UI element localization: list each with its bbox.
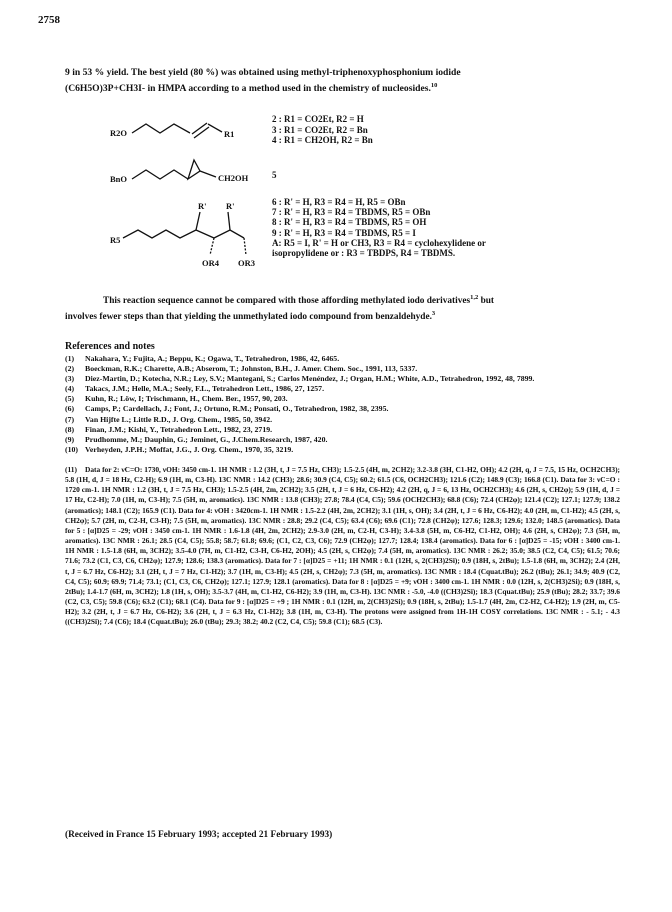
compound-4-definition: 4 : R1 = CH2OH, R2 = Bn (272, 135, 373, 145)
compound-3-definition: 3 : R1 = CO2Et, R2 = Bn (272, 124, 368, 135)
reference-text: Nakahara, Y.; Fujita, A.; Beppu, K.; Ogawa, T., Tetrahedron, 1986, 42, 6465. (85, 354, 340, 363)
structure-6-9-or4-label: OR4 (202, 258, 219, 268)
structure-5-drawing (110, 157, 260, 197)
structure-6-9-drawing (110, 200, 260, 275)
compound-5-label: 5 (272, 170, 277, 180)
compound-8-definition: 8 : R' = H, R3 = R4 = TBDMS, R5 = OH (272, 217, 427, 228)
intro-line-2-text: in HMPA according to a method used in the chemistry of nucleosides. (147, 83, 431, 95)
reference-text: Finan, J.M.; Kishi, Y., Tetrahedron Lett., 1982, 23, 2719. (85, 424, 273, 434)
reference-text: Prudhomme, M.; Dauphin, G.; Jeminet, G., J.Chem.Research, 1987, 420. (85, 434, 328, 444)
reference-number: (4) (65, 384, 75, 394)
reference-item (65, 425, 620, 435)
structure-6-9-or3-label: OR3 (238, 258, 255, 268)
reference-text: Takacs, J.M.; Helle, M.A.; Seely, F.L., Tetrahedron Lett., 1986, 27, 1257. (85, 384, 325, 394)
compound-a-definition: A: R5 = I, R' = H or CH3, R3 = R4 = cyclohexylidene or (272, 237, 486, 248)
structure-compound-5 (110, 157, 260, 202)
compound-9-definition: 9 : R' = H, R3 = R4 = TBDMS, R5 = I (272, 227, 416, 238)
structure-compounds-2-4 (110, 112, 250, 157)
reference-text: Camps, P.; Cardellach, J.; Font, J.; Ortuno, R.M.; Ponsati, O., Tetrahedron, 1982, 38, 2395. (85, 404, 389, 414)
reference-number: (2) (65, 364, 75, 374)
reference-text: Boeckman, R.K.; Charette, A.B.; Abserom, T.; Johnston, B.H., J. Amer. Chem. Soc., 1991, 113, 5337. (85, 364, 418, 374)
reference-item (65, 394, 620, 404)
reference-number: (1) (65, 354, 75, 363)
reference-number: (9) (65, 434, 75, 444)
compound-list-2-4 (272, 114, 373, 146)
reference-number: (5) (65, 394, 75, 404)
compound-6-definition: 6 : R' = H, R3 = R4 = H, R5 = OBn (272, 197, 406, 207)
intro-line-1: 9 in 53 % yield. The best yield (80 %) was obtained using methyl-triphenoxyphosphonium iodide (65, 67, 461, 78)
comment-line-1-end: but (480, 296, 495, 307)
reference-text: Verheyden, J.P.H.; Moffat, J.G., J. Org. Chem., 1970, 35, 3219. (85, 444, 294, 454)
reagent-formula: (C6H5O)3P+CH3I- (65, 83, 146, 95)
references-list (65, 354, 620, 455)
reference-item (65, 415, 620, 425)
reference-number: (7) (65, 414, 75, 424)
reference-text: Kuhn, R.; Löw, I; Trischmann, H., Chem. Ber., 1957, 90, 203. (85, 394, 288, 404)
structure-6-9-rprime-label-1: R' (198, 201, 207, 211)
reference-11-text: Data for 2: νC=O: 1730, νOH: 3450 cm-1. 1H NMR : 1.2 (3H, t, J = 7.5 Hz, CH3); 1.5-2.5 (4H, m, 2CH2); 3.2-3.8 (3H, C1-H2, OH); 4.2 (2H, q, J = 7.5, 15 Hz, OCH2CH3); 5.8 (1H, d, J = 18 Hz, C2-H); 6.9 (1H, m, C3-H). 13C NMR : 14.2 (CH3); 28.6; 30.9 (C4, C5); 60.2; 61.5 (C6, OCH2CH3); 121.6 (C2); 148.9 (C3); 166.8 (C1). Data for 3: νC=O : 1720 cm-1. 1H NMR : 1.2 (3H, t, J = 7.5 Hz, CH3); 1.5-2.5 (4H, 2m, 2CH2); 3.5 (2H, t, J = 6 Hz, C6-H2); 4.2 (2H, q, J = 6, 13 Hz, OCH2CH3); 4.6 (2H, s, CH2φ); 5.9 (1H, d, J = 17 Hz, C2-H); 7.0 (1H, m, C3-H); 7.5 (5H, m, aromatics). 13C NMR : 13.8 (CH3); 27.8; 78.4 (C4, C5); 59.6 (OCH2CH3); 68.8 (C6); 72.4 (CH2φ); 121.4 (C2); 127.1; 127.9; 138.2 (aromatics); 148.1 (C2); 165.9 (C1). Data for 4: νOH : 3420cm-1. 1H NMR : 1.5-2.2 (4H, 2m, 2CH2); 3.1 (1H, s, OH); 3.4 (2H, t, J = 6 Hz, C6-H2); 4.0 (2H, m, C1-H2); 4.5 (2H, s, CH2φ); 5.7 (2H, m, C2-H, C3-H); 7.5 (5H, m, aromatics). 13C NMR : 28.8; 29.2 (C4, C5); 63.4 (C6); 69.6 (C1); 72.8 (CH2φ); 127.6; 128.3; 129.6; 132.0; 148.5 (aromatics). Data for 5 : [α]D25 = -29; νOH : 3450 cm-1. 1H NMR : 1.6-1.8 (4H, 2m, 2CH2); 2.9-3.0 (2H, m, C2-H, C3-H); 3.4-3.8 (5H, m, C6-H2, C1-H2, OH); 4.6 (2H, s, CH2φ); 7.3 (5H, m, aromatics). 13C NMR : 26.1; 28.5 (C4, C5); 55.8; 58.7; 61.8; 69.6; (C1, C2, C3, C6); 72.9 (CH2φ); 127.7; 128.4; 138.4 (aromatics). Data for 6 : [α]D25 = -15; νOH : 3400 cm-1. 1H NMR : 1.5-1.8 (6H, m, 3CH2); 3.5-4.0 (7H, m, C1-H2, C3-H, C6-H2, 2OH); 4.5 (2H, s, CH2φ); 7.4 (5H, m, aromatics). 13C NMR : 26.2; 35.0; 38.5 (C2, C4, C5); 61.5; 70.6; 71.6; 73.2 (C1, C3, C6, CH2φ); 127.9; 128.6; 138.3 (aromatics). Data for 7 : [α]D25 = +11; 1H NMR : 0.1 (12H, s, 2(CH3)2Si); 0.9 (18H, s, 2tBu); 1.5-1.8 (6H, m, 3CH2); 2.4 (2H, t, J = 6.7 Hz, C6-H2); 3.1 (2H, t, J = 7 Hz, C1-H2); 3.7 (1H, m, C3-H); 4.5 (2H, s, CH2φ); 7.3 (5H, m, aromatics). 13C NMR : 18.4 (Cquat.tBu); 26.2 (tBu); 26.1; 34.9; 40.9 (C2, C4, C5); 60.9; 69.9; 71.4; 73.1; (C1, C3, C6, CH2φ); 127.1; 127.9; 128.1 (aromatics). Data for 8 : [α]D25 = +9; νOH : 3400 cm-1. 1H NMR : 0.0 (12H, s, 2(CH3)2Si); 0.9 (18H, s, 2tBu); 1.4-1.7 (6H, m, 3CH2); 1.8 (1H, s, OH); 3.5-3.7 (4H, m, C1-H2, C6-H2); 3.9 (1H, m, C3-H). 13C NMR : -5.0, -4.0 ((CH3)2Si); 18.3 (Cquat.tBu); 25.9 (tBu); 28.2; 33.7; 39.6 (C2, C3, C5); 59.8 (C6); 63.2 (C1); 68.1 (C4). Data for 9 : [α]D25 = +9 ; 1H NMR : 0.1 (12H, m, 2(CH3)2Si); 0.9 (18H, s, 2tBu); 1.5-1.7 (4H, 2m, C2-H2, C4-H2); 1.9 (2H, m, C5-H2); 3.2 (2H, t, J = 6.7 Hz, C6-H2); 3.6 (2H, t, J = 6.3 Hz, C1-H2); 3.8 (1H, m, C3-H). The protons were assigned from 1H-1H COSY correlations. 13C NMR : - 5.1; - 4.3 ((CH3)2Si); 7.4 (C6); 18.4 (Cquat.tBu); 26.0 (tBu); 29.3; 38.2; 40.2 (C2, C4, C5); 59.8 (C1); 68.5 (C3). (65, 465, 620, 627)
reference-item (65, 435, 620, 445)
citation-1-2: 1,2 (470, 294, 479, 301)
structure-5-bno-label: BnO (110, 174, 128, 184)
reference-number: (6) (65, 404, 75, 414)
structure-6-9-r5-label: R5 (110, 235, 121, 245)
reference-text: Diez-Martin, D.; Kotecha, N.R.; Ley, S.V.; Mantegani, S.; Carlos Menéndez, J.; Organ, H.M.; White, A.D., Tetrahedron, 1992, 48, 7899. (85, 374, 535, 384)
reference-item (65, 445, 620, 455)
structure-2-4-drawing (110, 112, 250, 152)
reference-number: (8) (65, 424, 75, 434)
intro-line-2 (65, 79, 625, 95)
reference-text: Van Hijfte L.; Little R.D., J. Org. Chem., 1985, 50, 3942. (85, 414, 273, 424)
references-heading: References and notes (65, 341, 155, 352)
structure-6-9-rprime-label-2: R' (226, 201, 235, 211)
structure-2-4-r1-label: R1 (224, 129, 235, 139)
compound-list-6-9 (272, 197, 486, 258)
compound-7-definition: 7 : R' = H, R3 = R4 = TBDMS, R5 = OBn (272, 207, 431, 218)
reference-item (65, 384, 620, 394)
reference-item (65, 364, 620, 374)
reference-item (65, 374, 620, 384)
citation-3: 3 (431, 309, 436, 317)
compound-2-definition: 2 : R1 = CO2Et, R2 = H (272, 114, 364, 124)
comment-line-1-text: This reaction sequence cannot be compared with those affording methylated iodo derivatives (103, 296, 471, 307)
compound-a-definition-cont: isopropylidene or : R3 = TBDPS, R4 = TBDMS. (272, 248, 456, 259)
page-number: 2758 (38, 14, 60, 26)
structure-2-4-r2o-label: R2O (110, 128, 127, 138)
reference-item (65, 354, 620, 364)
citation-10: 10 (430, 82, 438, 89)
reference-item (65, 404, 620, 414)
reference-number: (10) (65, 444, 78, 454)
reference-number: (3) (65, 374, 75, 384)
received-date: (Received in France 15 February 1993; accepted 21 February 1993) (65, 830, 333, 840)
comment-line-2-text: involves fewer steps than that yielding the unmethylated iodo compound from benzaldehyde. (65, 311, 432, 322)
structure-5-ch2oh-label: CH2OH (218, 173, 249, 183)
comment-line-1 (65, 292, 620, 308)
comment-paragraph (65, 292, 620, 323)
intro-paragraph (65, 66, 625, 95)
reference-11-spectral-data (65, 465, 620, 628)
comment-line-2 (65, 308, 620, 324)
reference-11-number: (11) (65, 465, 77, 474)
structure-compounds-6-9 (110, 200, 260, 280)
